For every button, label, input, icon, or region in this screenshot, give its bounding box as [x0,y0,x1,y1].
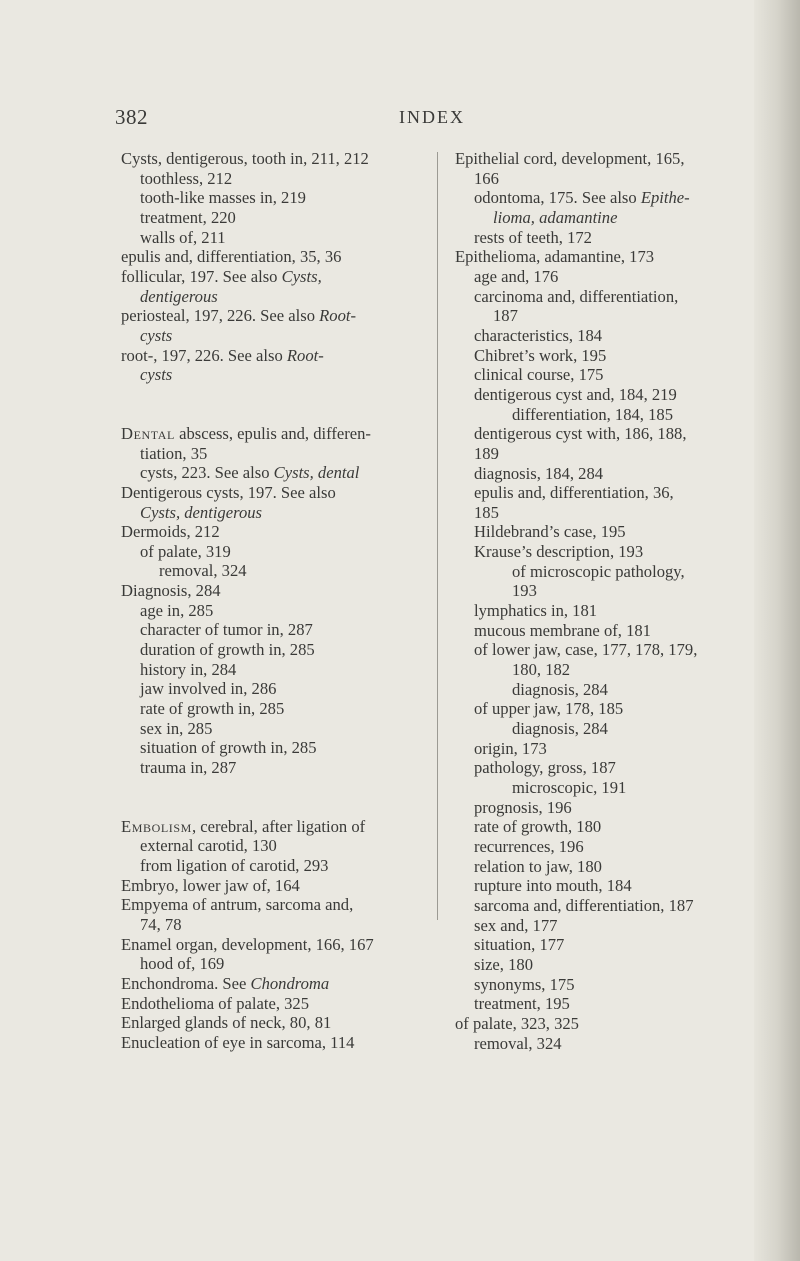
index-subentry: situation of growth in, 285 [140,738,317,758]
index-subentry: carcinoma and, differentiation, [474,286,679,306]
index-entry: Diagnosis, 284 [121,581,221,601]
index-subentry: odontoma, 175. See also Epithe- [474,188,690,208]
index-subentry: epulis and, differentiation, 35, 36 [121,247,342,267]
index-entry: Enlarged glands of neck, 80, 81 [121,1013,332,1033]
index-subentry: mucous membrane of, 181 [474,620,651,640]
index-subentry: rate of growth in, 285 [140,699,285,719]
index-subentry: hood of, 169 [140,954,225,974]
index-subentry: age and, 176 [474,266,559,286]
index-entry: Epithelial cord, development, 165, [455,149,685,168]
index-continuation: Cysts, dentigerous [140,502,262,522]
index-subentry: removal, 324 [159,561,247,581]
index-entry: Dentigerous cysts, 197. See also [121,482,336,502]
index-subentry: pathology, gross, 187 [474,758,616,778]
index-subentry: removal, 324 [474,1033,562,1053]
section-gap [121,778,436,817]
index-subentry: prognosis, 196 [474,797,572,817]
index-column-right [455,149,760,1053]
index-subentry: of palate, 323, 325 [455,1013,579,1033]
index-subentry: rests of teeth, 172 [474,227,592,247]
index-entry: Enucleation of eye in sarcoma, 114 [121,1032,355,1052]
index-entry: Enamel organ, development, 166, 167 [121,934,374,954]
index-subentry: character of tumor in, 287 [140,620,313,640]
index-subentry: size, 180 [474,954,533,974]
page-number: 382 [115,105,148,129]
index-entry: Dental abscess, epulis and, differen- [121,423,371,443]
index-subentry: history in, 284 [140,659,237,679]
index-subentry: sarcoma and, differentiation, 187 [474,895,694,915]
index-subentry: diagnosis, 284 [512,719,608,739]
index-subentry: duration of growth in, 285 [140,640,315,660]
index-entry: Embolism, cerebral, after ligation of [121,816,366,836]
index-subentry: jaw involved in, 286 [140,679,277,699]
index-column-left [121,149,436,1053]
index-entry: Endothelioma of palate, 325 [121,993,310,1013]
index-continuation: cysts [140,365,173,385]
index-entry: Enchondroma. See Chondroma [121,973,330,993]
index-subentry: toothless, 212 [140,168,233,188]
index-subentry: treatment, 220 [140,207,236,227]
index-subentry: root-, 197, 226. See also Root- [121,345,324,365]
index-continuation: 180, 182 [512,660,571,680]
index-subentry: dentigerous cyst and, 184, 219 [474,384,677,404]
index-subentry: lymphatics in, 181 [474,601,598,621]
index-continuation: external carotid, 130 [140,836,277,856]
index-subentry: differentiation, 184, 185 [512,404,673,424]
index-subentry: rupture into mouth, 184 [474,876,632,896]
index-subentry: tooth-like masses in, 219 [140,188,306,208]
index-subentry: from ligation of carotid, 293 [140,856,329,875]
index-subentry: cysts, 223. See also Cysts, dental [140,463,360,483]
page-edge-shadow [754,0,800,1261]
index-subentry: characteristics, 184 [474,325,603,345]
index-continuation: tiation, 35 [140,443,208,463]
section-gap [121,385,436,424]
index-continuation: lioma, adamantine [493,207,618,227]
index-continuation: 193 [512,581,537,601]
index-subentry: dentigerous cyst with, 186, 188, [474,424,687,444]
index-subentry: epulis and, differentiation, 36, [474,483,674,503]
index-continuation: 185 [474,502,499,522]
index-subentry: follicular, 197. See also Cysts, [121,266,322,286]
index-subentry: Hildebrand’s case, 195 [474,522,626,542]
index-subentry: sex in, 285 [140,718,213,738]
index-subentry: recurrences, 196 [474,836,584,856]
running-title: INDEX [399,107,465,127]
index-subentry: sex and, 177 [474,915,558,935]
page-header [0,105,800,135]
index-subentry: Krause’s description, 193 [474,542,644,562]
index-continuation: dentigerous [140,286,218,306]
index-subentry: treatment, 195 [474,994,570,1014]
index-entry: Embryo, lower jaw of, 164 [121,875,300,895]
index-entry: Empyema of antrum, sarcoma and, [121,895,354,915]
index-subentry: synonyms, 175 [474,974,575,994]
index-subentry: microscopic, 191 [512,778,627,797]
index-subentry: trauma in, 287 [140,758,237,778]
index-subentry: clinical course, 175 [474,365,604,385]
index-subentry: age in, 285 [140,600,214,620]
index-subentry: relation to jaw, 180 [474,856,602,876]
index-subentry: of upper jaw, 178, 185 [474,699,624,719]
index-subentry: walls of, 211 [140,227,226,247]
index-subentry: origin, 173 [474,738,547,758]
index-subentry: of microscopic pathology, [512,561,685,581]
index-continuation: 74, 78 [140,914,182,934]
index-subentry: diagnosis, 184, 284 [474,463,604,483]
index-subentry: Chibret’s work, 195 [474,345,607,365]
index-entry: Cysts, dentigerous, tooth in, 211, 212 [121,149,369,168]
index-subentry: rate of growth, 180 [474,817,602,837]
index-subentry: of palate, 319 [140,541,231,561]
index-subentry: periosteal, 197, 226. See also Root- [121,306,357,326]
index-entry: Dermoids, 212 [121,522,220,542]
index-subentry: diagnosis, 284 [512,679,608,699]
index-subentry: of lower jaw, case, 177, 178, 179, [474,640,698,660]
column-divider [437,152,438,920]
index-entry: Epithelioma, adamantine, 173 [455,247,655,267]
index-continuation: cysts [140,325,173,345]
index-continuation: 189 [474,443,499,463]
index-continuation: 187 [493,306,518,326]
index-subentry: situation, 177 [474,935,565,955]
index-continuation: 166 [474,168,499,188]
